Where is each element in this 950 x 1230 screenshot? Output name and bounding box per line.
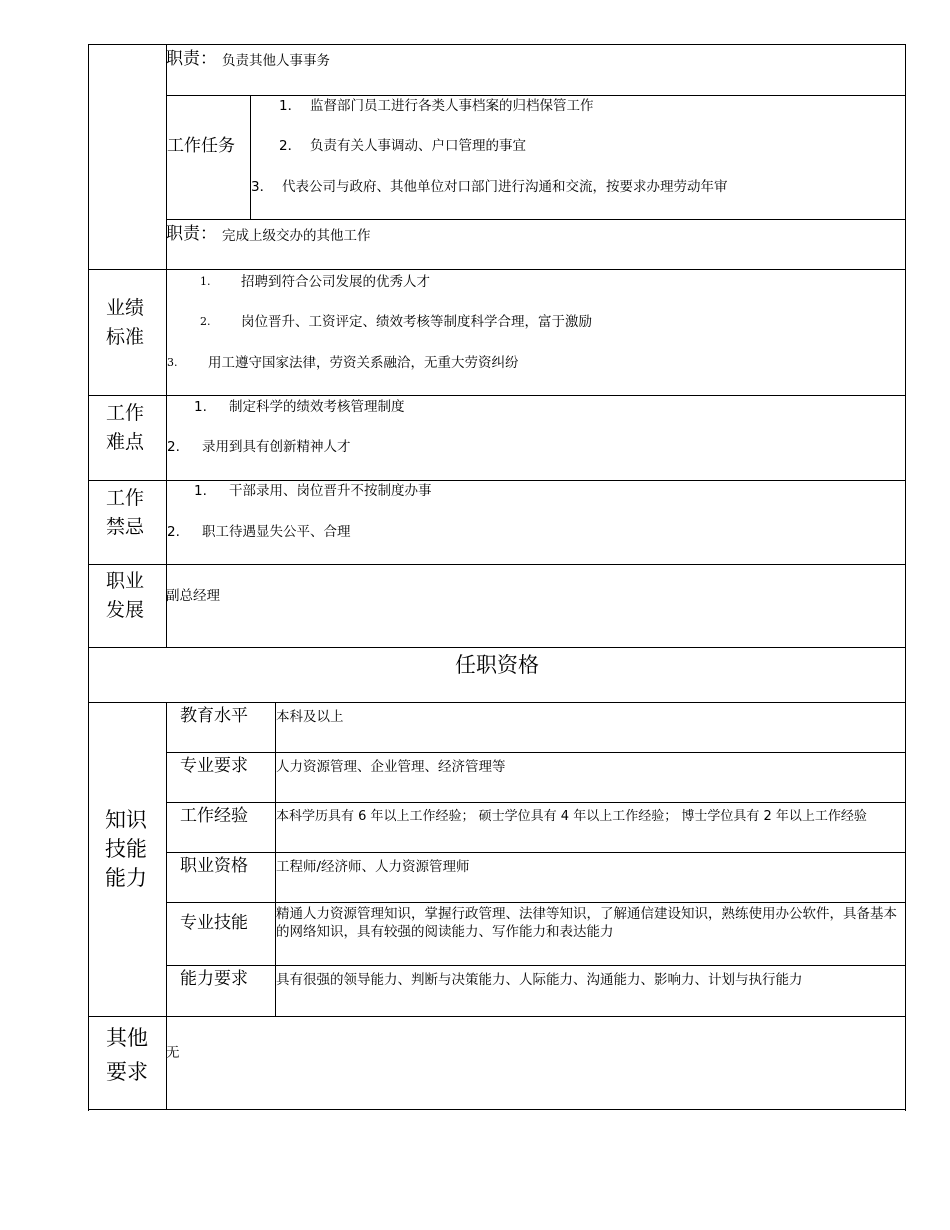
row-divider (88, 564, 906, 565)
task-text: 代表公司与政府、其他单位对口部门进行沟通和交流，按要求办理劳动年审 (282, 179, 728, 195)
performance-item: 招聘到符合公司发展的优秀人才 (241, 274, 430, 290)
task-label: 工作任务 (167, 136, 235, 156)
difficulty-item: 录用到具有创新精神人才 (202, 439, 351, 455)
item-number: 1. (200, 275, 211, 288)
task-column-divider (250, 95, 251, 220)
career-label: 发展 (106, 599, 145, 621)
qual-row-value: 精通人力资源管理知识，掌握行政管理、法律等知识，了解通信建设知识，熟练使用办公软件，具备基本的网络知识，具有较强的阅读能力、写作能力和表达能力 (276, 906, 897, 940)
item-number: 2. (167, 439, 180, 455)
knowledge-label: 知识 (105, 808, 147, 832)
row-divider (88, 480, 906, 481)
difficulty-label: 难点 (106, 431, 145, 453)
row-divider (88, 269, 906, 270)
row-divider (166, 965, 906, 966)
qual-row-label: 职业资格 (180, 856, 248, 876)
table-border-top (88, 44, 906, 45)
item-number: 2. (167, 524, 180, 540)
qual-row-label: 工作经验 (180, 806, 248, 826)
row-divider (166, 902, 906, 903)
qual-row-value: 本科及以上 (276, 709, 344, 725)
other-label: 其他 (106, 1026, 148, 1050)
task-number: 1． (279, 98, 302, 114)
performance-label: 业绩 (106, 297, 145, 319)
other-text: 无 (166, 1045, 180, 1061)
duty-text: 负责其他人事事务 (222, 53, 330, 69)
row-divider (166, 219, 906, 220)
difficulty-item: 制定科学的绩效考核管理制度 (229, 399, 405, 415)
row-divider (88, 647, 906, 648)
item-number: 1. (194, 483, 207, 499)
duty-label: 职责： (166, 224, 217, 244)
qual-row-value: 工程师/经济师、人力资源管理师 (276, 859, 470, 875)
row-divider (88, 1016, 906, 1017)
career-text: 副总经理 (166, 588, 220, 604)
qual-row-value: 人力资源管理、企业管理、经济管理等 (276, 759, 506, 775)
task-number: 3． (251, 179, 274, 195)
taboo-label: 禁忌 (106, 516, 145, 538)
other-label: 要求 (106, 1060, 148, 1084)
qual-row-value: 具有很强的领导能力、判断与决策能力、人际能力、沟通能力、影响力、计划与执行能力 (276, 972, 803, 988)
qual-row-label: 专业要求 (180, 756, 248, 776)
item-number: 3. (167, 356, 178, 369)
difficulty-label: 工作 (106, 402, 145, 424)
task-text: 监督部门员工进行各类人事档案的归档保管工作 (310, 98, 594, 114)
row-divider (88, 395, 906, 396)
task-number: 2． (279, 138, 302, 154)
qualification-title: 任职资格 (455, 653, 539, 677)
item-number: 2. (200, 315, 211, 328)
performance-item: 用工遵守国家法律，劳资关系融洽，无重大劳资纠纷 (208, 355, 519, 371)
table-border-bottom (88, 1109, 906, 1110)
row-divider (88, 702, 906, 703)
row-divider (166, 852, 906, 853)
table-border-right (905, 44, 906, 1111)
taboo-label: 工作 (106, 487, 145, 509)
qual-row-label: 教育水平 (180, 706, 248, 726)
row-divider (166, 802, 906, 803)
career-label: 职业 (106, 570, 145, 592)
item-number: 1. (194, 399, 207, 415)
task-text: 负责有关人事调动、户口管理的事宜 (310, 138, 526, 154)
taboo-item: 职工待遇显失公平、合理 (202, 524, 351, 540)
knowledge-label: 能力 (105, 866, 147, 890)
table-border-left (88, 44, 89, 1111)
row-divider (166, 95, 906, 96)
row-divider (166, 752, 906, 753)
qual-row-label: 能力要求 (180, 969, 248, 989)
qual-row-label: 专业技能 (180, 913, 248, 933)
qual-row-value: 本科学历具有 6 年以上工作经验； 硕士学位具有 4 年以上工作经验； 博士学位具有 2 年以上工作经验 (276, 809, 867, 824)
knowledge-label: 技能 (105, 837, 147, 861)
duty-label: 职责： (166, 49, 217, 69)
duty-text: 完成上级交办的其他工作 (222, 228, 371, 244)
performance-item: 岗位晋升、工资评定、绩效考核等制度科学合理，富于激励 (241, 314, 592, 330)
performance-label: 标准 (106, 326, 145, 348)
taboo-item: 干部录用、岗位晋升不按制度办事 (229, 483, 432, 499)
